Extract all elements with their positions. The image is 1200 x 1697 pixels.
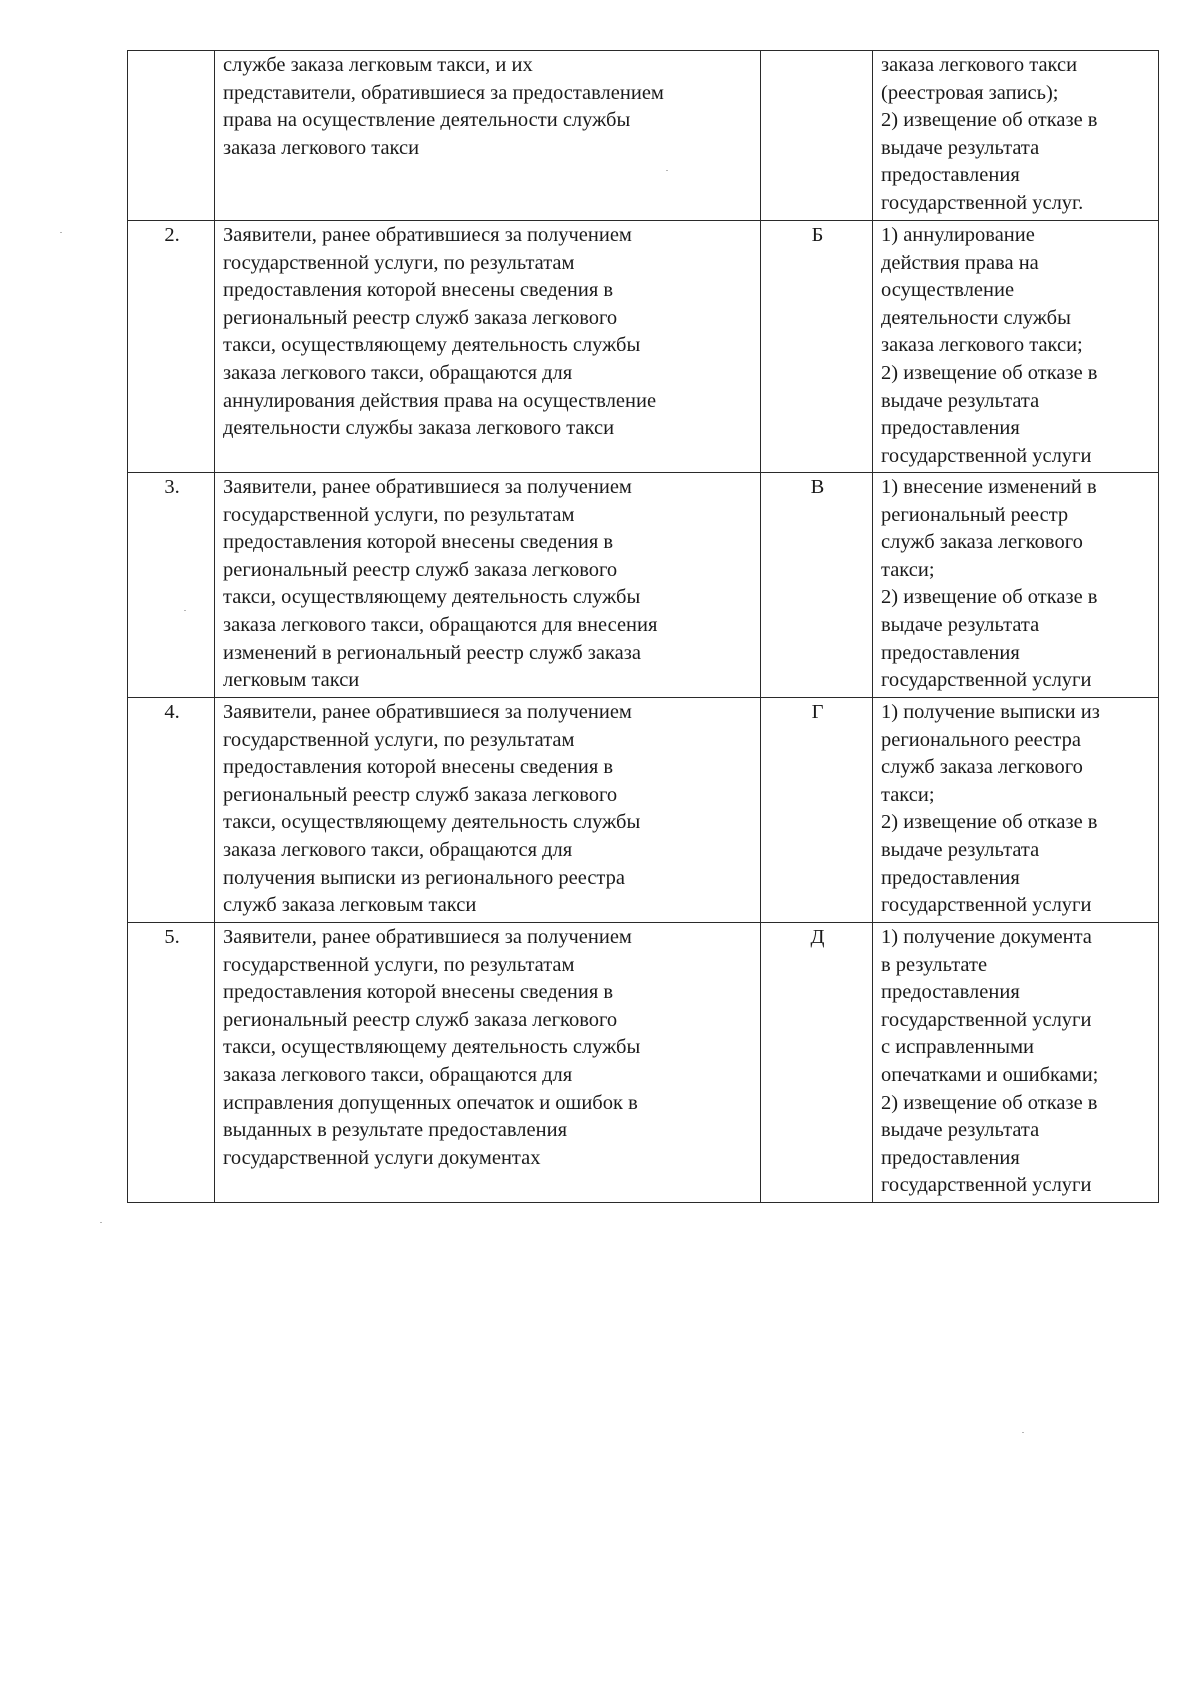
result-text-line: предоставления — [881, 866, 1020, 889]
table-row — [128, 473, 1159, 698]
applicants-text-line: такси, осуществляющему деятельность службы — [223, 586, 641, 609]
applicants-cell — [215, 473, 761, 698]
result-text-line: 1) получение документа — [881, 926, 1092, 948]
result-cell — [873, 923, 1159, 1203]
applicants-cell — [215, 51, 761, 221]
variant-code: Г — [811, 701, 824, 723]
variant-code: Б — [811, 224, 824, 246]
result-text-line: служб заказа легкового — [881, 531, 1083, 554]
variant-code-cell — [761, 51, 873, 221]
result-text-line: регионального реестра — [881, 728, 1081, 751]
applicants-text-line: Заявители, ранее обратившиеся за получением — [223, 476, 632, 498]
result-text-line: 2) извещение об отказе в — [881, 1091, 1098, 1114]
result-text-line: государственной услуги — [881, 894, 1092, 917]
row-number-cell — [128, 221, 215, 473]
applicants-text-line: государственной услуги документах — [223, 1146, 541, 1169]
row-number-cell — [128, 923, 215, 1203]
variant-code: Д — [810, 926, 825, 948]
applicants-text-line: легковым такси — [223, 669, 360, 692]
applicants-text-line: заказа легкового такси, обращаются для — [223, 1063, 573, 1086]
result-text-line: выдаче результата — [881, 389, 1040, 412]
applicants-text-line: региональный реестр служб заказа легкового — [223, 1008, 618, 1031]
result-text-line: предоставления — [881, 981, 1020, 1004]
applicants-text-line: изменений в региональный реестр служб заказа — [223, 641, 641, 664]
variant-code-cell — [761, 473, 873, 698]
result-text-line: 2) извещение об отказе в — [881, 811, 1098, 834]
result-text-line: (реестровая запись); — [881, 81, 1059, 104]
row-number-cell — [128, 698, 215, 923]
applicants-text-line: такси, осуществляющему деятельность службы — [223, 1036, 641, 1059]
services-table-body — [128, 51, 1159, 1203]
result-text-line: выдаче результата — [881, 613, 1040, 636]
result-text-line: заказа легкового такси; — [881, 334, 1083, 357]
applicants-text-line: государственной услуги, по результатам — [223, 728, 575, 751]
result-text-line: осуществление — [881, 279, 1015, 302]
result-cell — [873, 473, 1159, 698]
result-text-line: государственной услуги — [881, 1008, 1092, 1031]
result-cell — [873, 51, 1159, 221]
result-text-line: предоставления — [881, 1146, 1020, 1169]
result-text-line: выдаче результата — [881, 838, 1040, 861]
applicants-cell — [215, 221, 761, 473]
applicants-text-line: Заявители, ранее обратившиеся за получением — [223, 926, 632, 948]
row-number: 4. — [164, 701, 180, 723]
applicants-text-line: региональный реестр служб заказа легкового — [223, 306, 618, 329]
row-number: 5. — [164, 926, 180, 948]
result-text-line: выдаче результата — [881, 1119, 1040, 1142]
applicants-text-line: государственной услуги, по результатам — [223, 251, 575, 274]
result-text-line: заказа легкового такси — [881, 54, 1078, 76]
result-text-line: государственной услуги — [881, 444, 1092, 467]
applicants-text-line: представители, обратившиеся за предоставлением — [223, 81, 664, 104]
applicants-cell — [215, 698, 761, 923]
row-number-cell — [128, 473, 215, 698]
result-text-line: 2) извещение об отказе в — [881, 109, 1098, 132]
applicants-text-line: исправления допущенных опечаток и ошибок в — [223, 1091, 638, 1114]
applicants-text-line: предоставления которой внесены сведения в — [223, 531, 614, 554]
result-text-line: с исправленными — [881, 1036, 1035, 1059]
result-text-line: предоставления — [881, 641, 1020, 664]
result-text-line: 2) извещение об отказе в — [881, 361, 1098, 384]
result-text-line: 2) извещение об отказе в — [881, 586, 1098, 609]
applicants-text-line: получения выписки из регионального реестра — [223, 866, 625, 889]
scan-speck — [100, 1222, 102, 1223]
applicants-text-line: предоставления которой внесены сведения в — [223, 279, 614, 302]
applicants-text-line: деятельности службы заказа легкового такси — [223, 417, 615, 440]
variant-code: В — [810, 476, 825, 498]
applicants-text-line: такси, осуществляющему деятельность службы — [223, 811, 641, 834]
applicants-text-line: аннулирования действия права на осуществление — [223, 389, 657, 412]
applicants-text-line: заказа легкового такси, обращаются для — [223, 361, 573, 384]
variant-code-cell — [761, 221, 873, 473]
applicants-text-line: предоставления которой внесены сведения в — [223, 756, 614, 779]
result-text-line: государственной услуги — [881, 669, 1092, 692]
result-text-line: выдаче результата — [881, 136, 1040, 159]
result-text-line: предоставления — [881, 164, 1020, 187]
scan-speck — [184, 610, 186, 611]
applicants-text-line: государственной услуги, по результатам — [223, 953, 575, 976]
result-text-line: 1) получение выписки из — [881, 701, 1100, 723]
table-row — [128, 51, 1159, 221]
scan-speck — [1022, 1432, 1024, 1433]
variant-code-cell — [761, 923, 873, 1203]
services-table — [127, 50, 1159, 1203]
table-row — [128, 923, 1159, 1203]
applicants-text-line: заказа легкового такси, обращаются для внесения — [223, 613, 658, 636]
applicants-text-line: Заявители, ранее обратившиеся за получением — [223, 224, 632, 246]
applicants-text-line: выданных в результате предоставления — [223, 1119, 568, 1142]
result-text-line: предоставления — [881, 417, 1020, 440]
result-text-line: действия права на — [881, 251, 1039, 274]
result-text-line: государственной услуги — [881, 1174, 1092, 1197]
applicants-text-line: Заявители, ранее обратившиеся за получением — [223, 701, 632, 723]
table-row — [128, 698, 1159, 923]
applicants-text-line: права на осуществление деятельности службы — [223, 109, 631, 132]
result-cell — [873, 221, 1159, 473]
row-number-cell — [128, 51, 215, 221]
applicants-text-line: заказа легкового такси, обращаются для — [223, 838, 573, 861]
result-text-line: в результате — [881, 953, 988, 976]
applicants-text-line: служб заказа легковым такси — [223, 894, 477, 917]
result-text-line: такси; — [881, 783, 935, 806]
applicants-cell — [215, 923, 761, 1203]
result-text-line: деятельности службы — [881, 306, 1071, 329]
applicants-text-line: такси, осуществляющему деятельность службы — [223, 334, 641, 357]
result-text-line: 1) внесение изменений в — [881, 476, 1097, 498]
row-number: 3. — [164, 476, 180, 498]
result-cell — [873, 698, 1159, 923]
applicants-text-line: заказа легкового такси — [223, 136, 420, 159]
variant-code-cell — [761, 698, 873, 923]
applicants-text-line: региональный реестр служб заказа легкового — [223, 783, 618, 806]
scan-speck — [60, 232, 62, 233]
applicants-text-line: предоставления которой внесены сведения в — [223, 981, 614, 1004]
result-text-line: служб заказа легкового — [881, 756, 1083, 779]
result-text-line: такси; — [881, 558, 935, 581]
applicants-text-line: региональный реестр служб заказа легкового — [223, 558, 618, 581]
result-text-line: 1) аннулирование — [881, 224, 1035, 246]
result-text-line: опечатками и ошибками; — [881, 1063, 1099, 1086]
applicants-text-line: службе заказа легковым такси, и их — [223, 54, 533, 76]
scan-speck — [666, 170, 668, 171]
row-number: 2. — [164, 224, 180, 246]
result-text-line: региональный реестр — [881, 503, 1069, 526]
applicants-text-line: государственной услуги, по результатам — [223, 503, 575, 526]
table-row — [128, 221, 1159, 473]
result-text-line: государственной услуг. — [881, 191, 1084, 214]
